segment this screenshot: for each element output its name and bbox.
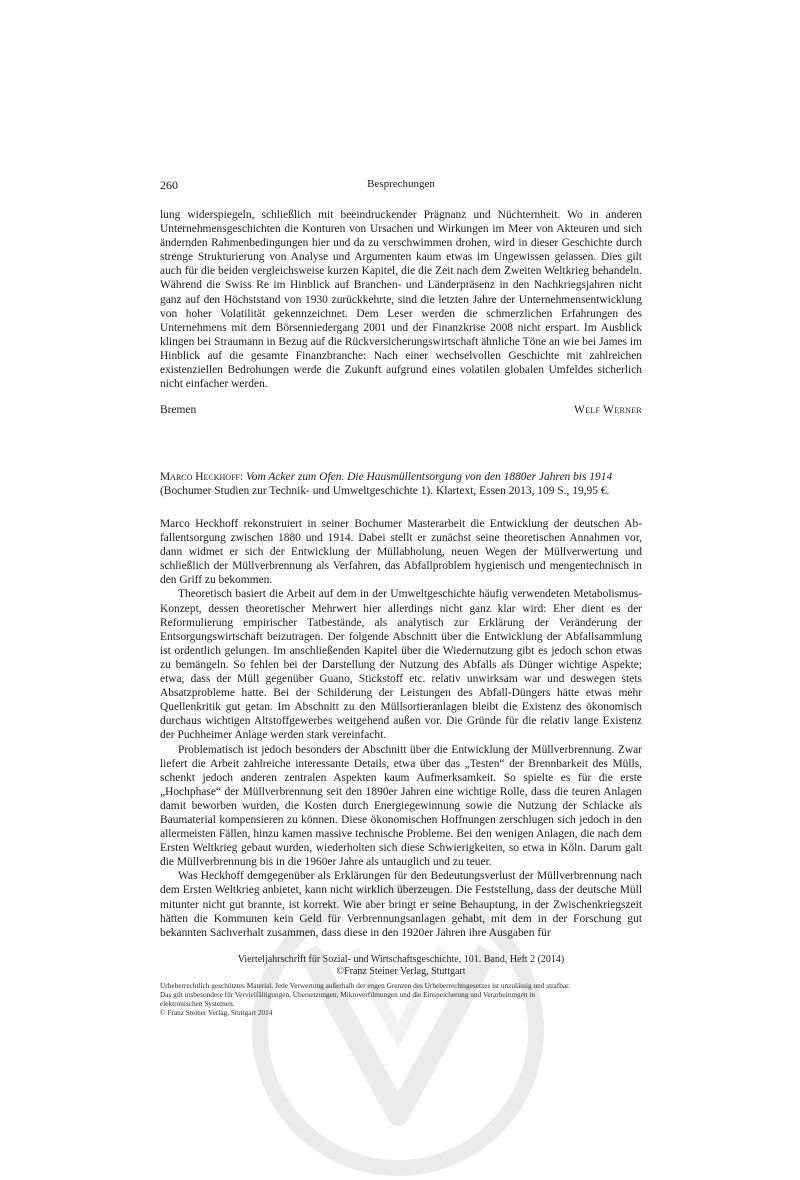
copyright-line: Urheberrechtlich geschütztes Material. Jede Verwertung außerhalb der engen Grenzen des Urheberrechtsgesetzes ist unzulässig und strafbar. — [160, 981, 570, 990]
bib-details: (Bochumer Studien zur Technik- und Umweltgeschichte 1). Klartext, Essen 2013, 109 S., 19,95 €. — [160, 485, 610, 498]
review-2-paragraph: Marco Heckhoff rekonstruiert in seiner Bochumer Masterarbeit die Entwicklung der deutschen Abfallentsorgung zwischen 1880 und 1914. Dabei stellt er zunächst seine theoretischen Annahmen vor, dann widmet er sich der Entwicklung der Müllabholung, neuen Wegen der Müllverwertung und schließlich der Müllverbrennung als Verfahren, das Abfallproblem hygienisch und mengentechnisch in den Griff zu bekommen. — [160, 518, 642, 587]
bib-author: Marco Heckhoff: — [160, 471, 244, 483]
review-2-body — [160, 517, 642, 940]
bib-title: Vom Acker zum Ofen. Die Hausmüllentsorgung von den 1880er Jahren bis 1914 — [246, 471, 613, 483]
copyright-notice — [160, 981, 630, 1017]
journal-footer — [160, 954, 642, 978]
running-head — [160, 178, 642, 194]
page-number: 260 — [160, 178, 178, 192]
publisher-line: ©Franz Steiner Verlag, Stuttgart — [336, 966, 466, 977]
review-2-paragraph: Was Heckhoff demgegenüber als Erklärungen für den Bedeutungsverlust der Müllverbrennung nach dem Ersten Weltkrieg anbietet, kann nicht wirklich überzeugen. Die Feststellung, dass der deutsche Müll mitunter nicht gut brannte, ist korrekt. Wie aber bringt er seine Behauptung, in der Zwischenkriegszeit hätten die Kommunen kein Geld für Verbrennungsanlagen gehabt, mit dem in der Forschung gut bekannten Sachverhalt zusammen, dass diese in den 1920er Jahren ihre Ausgaben für — [160, 870, 642, 939]
review-2-bibliography — [160, 470, 642, 498]
copyright-line: © Franz Steiner Verlag, Stuttgart 2014 — [160, 1008, 273, 1017]
review-1-paragraph: lung widerspiegeln, schließlich mit beeindruckender Prägnanz und Nüchternheit. Wo in anderen Unternehmensgeschichten die Konturen von Ursachen und Wirkungen im Meer von Akteuren und sich ändernden Rahmenbedingungen hier und da zu verschwimmen drohen, wird in dieser Geschichte durch strenge Strukturierung von Analyse und Argumenten kaum etwas im Ungewissen gelassen. Dies gilt auch für die beiden vergleichsweise kurzen Kapitel, die die Zeit nach dem Zweiten Weltkrieg behandeln. Während die Swiss Re im Hinblick auf Branchen- und Länderpräsenz in den Nachkriegsjahren nicht ganz auf den Höchststand von 1930 zurückkehrte, sind die letzten Jahre der Unternehmensentwicklung von hoher Volatilität gekennzeichnet. Dem Leser werden die schmerzlichen Erfahrungen des Unternehmens mit dem Börsenniedergang 2001 und der Finanzkrise 2008 nicht erspart. Im Ausblick klingen bei Straumann in Bezug auf die Rückversicherungswirtschaft ähnliche Töne an wie bei James im Hinblick auf die gesamte Finanzbranche: Nach einer wechselvollen Geschichte mit zahlreichen existenziellen Bedrohungen werde die Zukunft aufgrund eines volatilen globalen Umfeldes sicherlich nicht einfacher werden. — [160, 209, 642, 391]
review-2-paragraph: Theoretisch basiert die Arbeit auf dem in der Umweltgeschichte häufig verwendeten Metabolismus-Konzept, dessen theoretischer Mehrwert hier allerdings nicht ganz klar wird: Eher dient es der Reformulierung empirischer Tatbestände, als analytisch zur Erklärung der Veränderung der Entsorgungswirtschaft beizutragen. Der folgende Abschnitt über die Entwicklung der Abfallsammlung ist ordentlich gelungen. Im anschließenden Kapitel über die Wiedernutzung gibt es jedoch schon etwas zu bemängeln. So fehlen bei der Darstellung der Nutzung des Abfalls als Dünger wichtige Aspekte; etwa, dass der Müll gegenüber Guano, Stickstoff etc. relativ unwirksam war und deswegen stets Absatzprobleme hatte. Bei der Schilderung der Leistungen des Abfall-Düngers hätte etwas mehr Quellenkritik gut getan. Im Abschnitt zu den Müllsortieranlagen bleibt die Existenz des ökonomisch durchaus wichtigen Altstoffgewerbes weitgehend außen vor. Die Gründe für die relativ lange Existenz der Puchheimer Anlage werden stark vereinfacht. — [160, 588, 642, 742]
signature-place: Bremen — [160, 404, 197, 416]
section-title: Besprechungen — [367, 178, 435, 190]
review-1-body — [160, 208, 642, 391]
review-2-paragraph: Problematisch ist jedoch besonders der Abschnitt über die Entwicklung der Müllverbrennung. Zwar liefert die Arbeit zahlreiche interessante Details, etwa über das „Testen“ der Brennbarkeit des Mülls, schenkt jedoch anderen zentralen Aspekten kaum Aufmerksamkeit. So spielte es für die erste „Hochphase“ der Müllverbrennung seit den 1890er Jahren eine wichtige Rolle, dass die teuren Anlagen damit beworben wurden, die Kosten durch Energiegewinnung sowie die Nutzung der Schlacke als Baumaterial kompensieren zu können. Diese ökonomischen Hoffnungen zerschlugen sich jedoch in den allermeisten Fällen, hinzu kamen massive technische Probleme. Bei den wenigen Anlagen, die nach dem Ersten Weltkrieg gebaut wurden, wiederholten sich diese Schwierigkeiten, so etwa in Köln. Darum galt die Müllverbrennung bis in die 1960er Jahre als untauglich und zu teuer. — [160, 743, 642, 869]
signature-author: Welf Werner — [574, 404, 642, 416]
copyright-line: Das gilt insbesondere für Vervielfältigungen, Übersetzungen, Mikroverfilmungen und die Einspeicherung und Verarbeitungen in — [160, 990, 536, 999]
journal-line: Vierteljahrschrift für Sozial- und Wirtschaftsgeschichte, 101. Band, Heft 2 (2014) — [237, 954, 565, 965]
copyright-line: elektronischen Systemen. — [160, 999, 235, 1008]
review-1-signature — [160, 404, 642, 420]
